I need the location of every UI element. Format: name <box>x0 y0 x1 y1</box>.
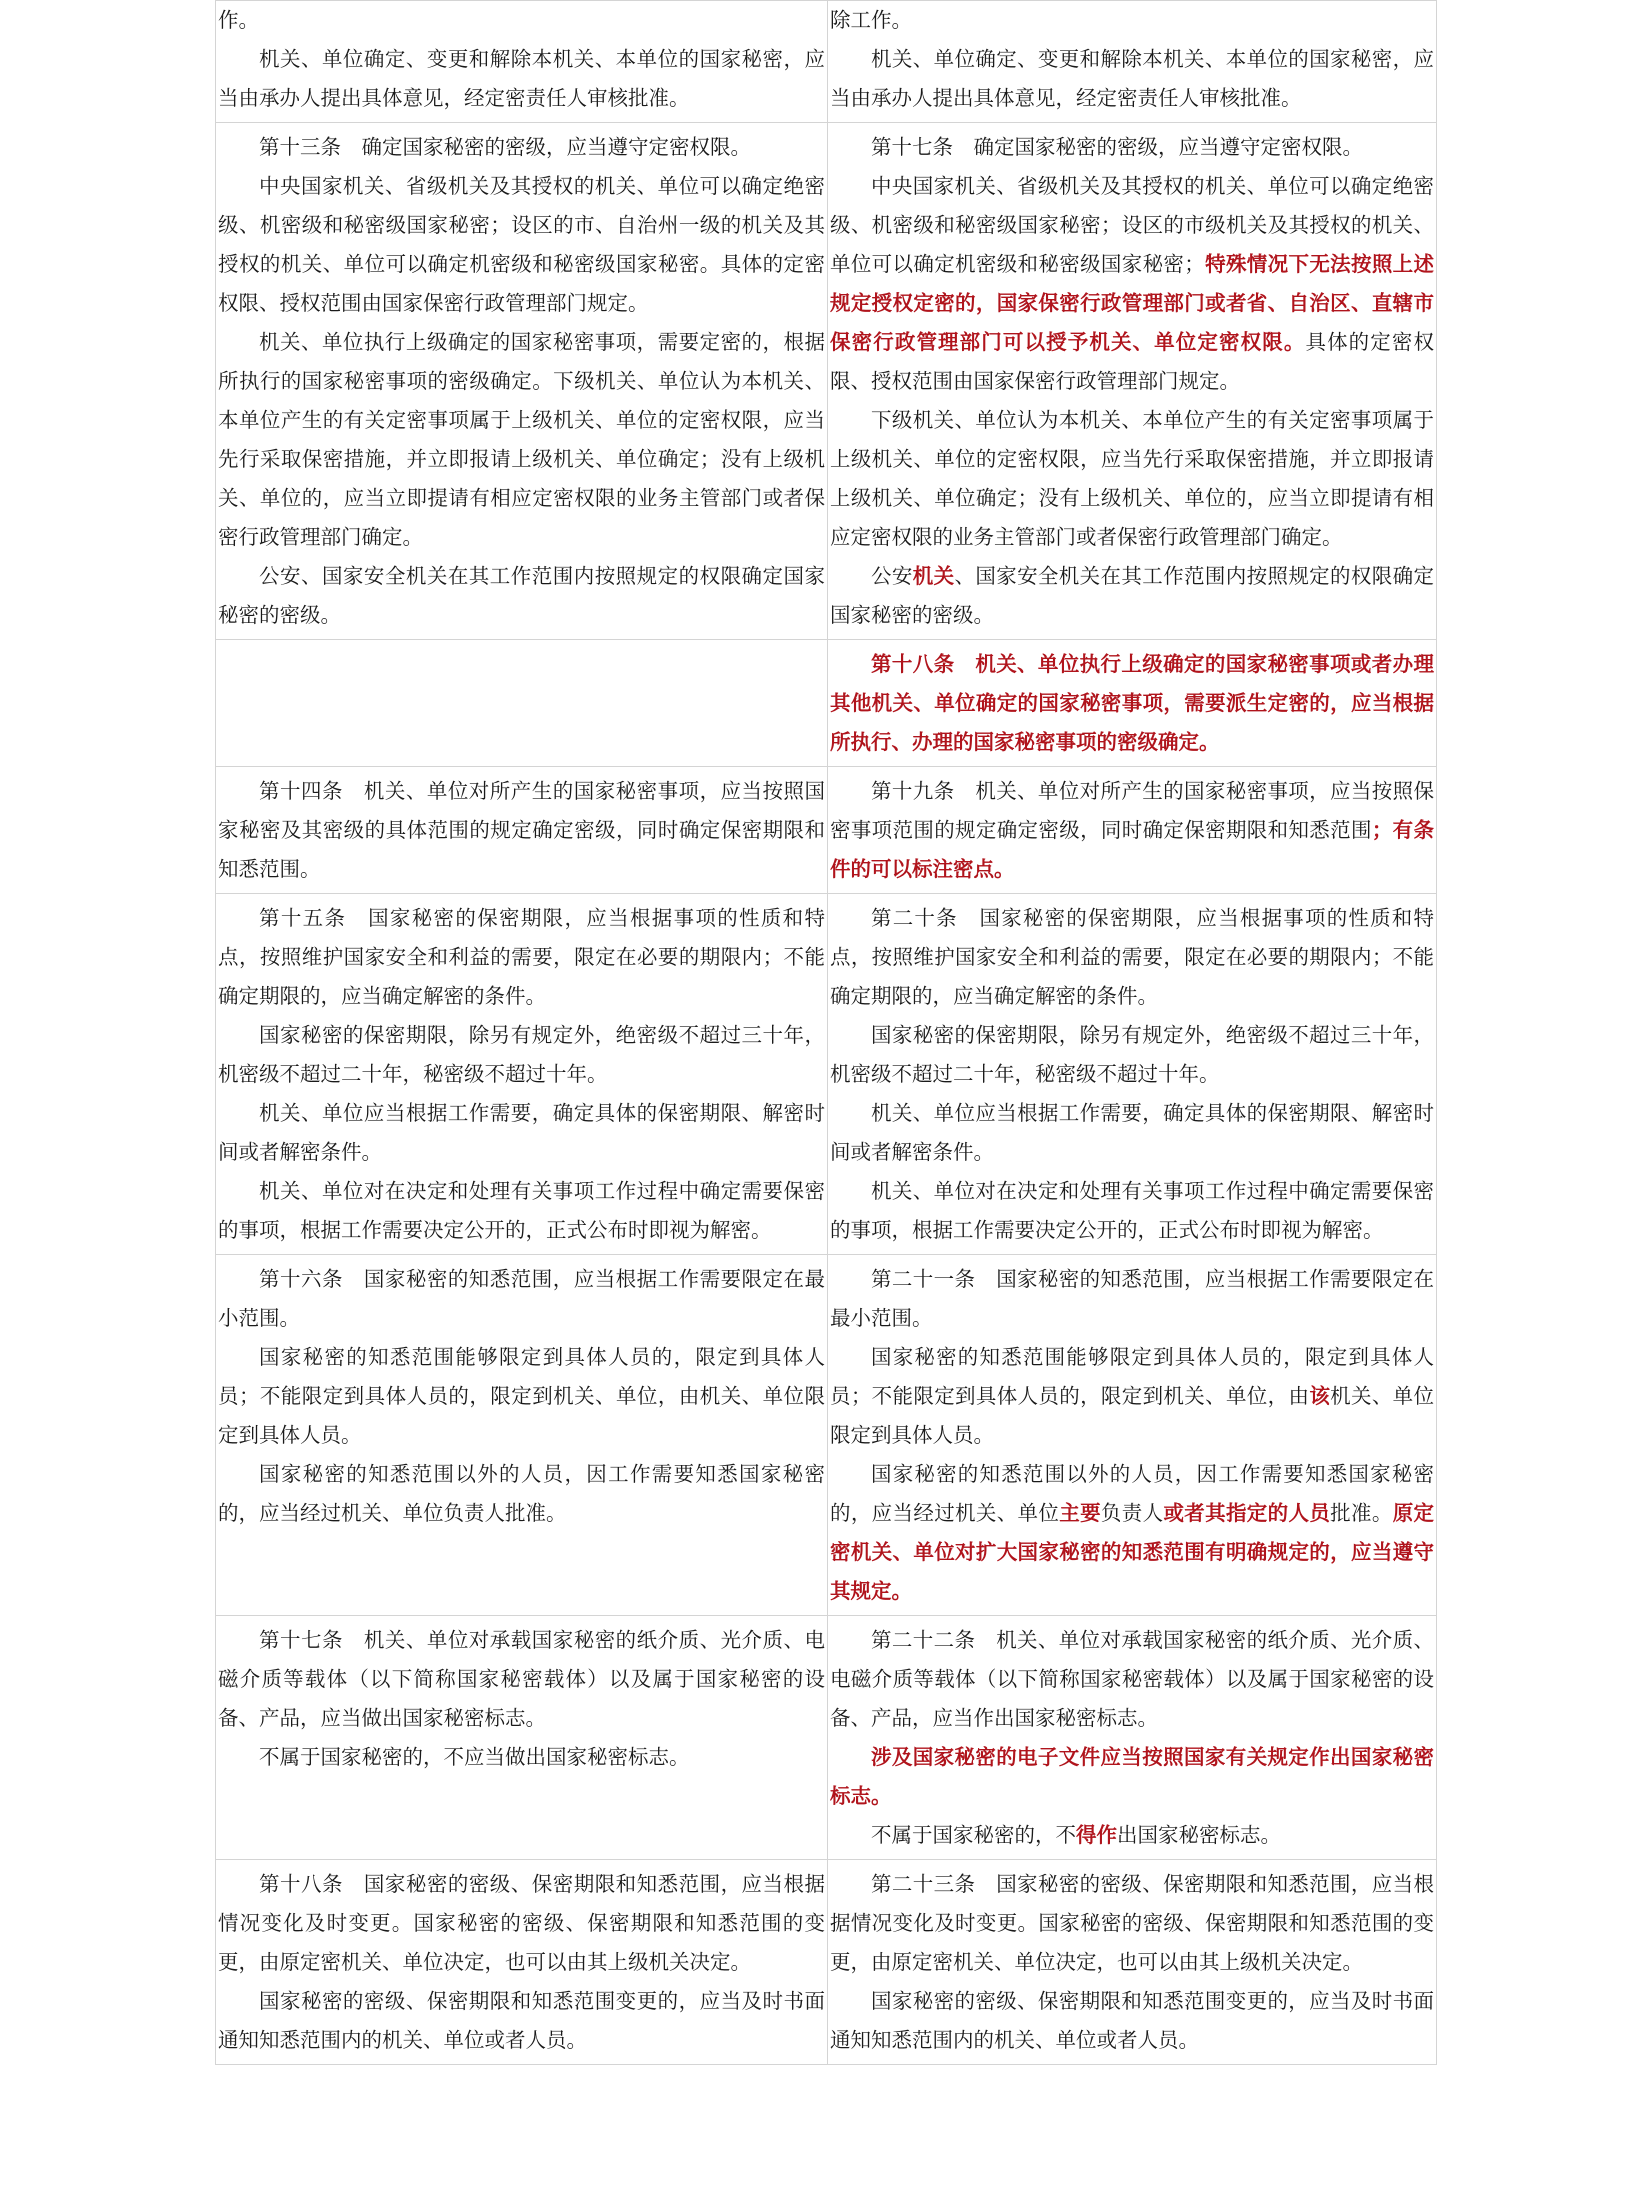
clause-text: 第十九条 机关、单位对所产生的国家秘密事项，应当按照保密事项范围的规定确定密级，同时确定保密期限和知悉范围 <box>830 779 1434 842</box>
clause-text: 第二十二条 机关、单位对承载国家秘密的纸介质、光介质、电磁介质等载体（以下简称国家秘密载体）以及属于国家秘密的设备、产品，应当作出国家秘密标志。 <box>830 1628 1434 1730</box>
clause-paragraph <box>218 1738 825 1777</box>
amended-text: 或者其指定的人员 <box>1163 1501 1331 1525</box>
clause-text: 第十七条 机关、单位对承载国家秘密的纸介质、光介质、电磁介质等载体（以下简称国家秘密载体）以及属于国家秘密的设备、产品，应当做出国家秘密标志。 <box>218 1628 825 1730</box>
clause-text: 机关、单位对在决定和处理有关事项工作过程中确定需要保密的事项，根据工作需要决定公开的，正式公布时即视为解密。 <box>830 1179 1434 1242</box>
clause-text: 机关、单位应当根据工作需要，确定具体的保密期限、解密时间或者解密条件。 <box>830 1101 1434 1164</box>
clause-paragraph <box>830 128 1434 167</box>
clause-paragraph <box>830 1816 1434 1855</box>
old-law-cell <box>216 1860 828 2065</box>
clause-text: 机关、单位执行上级确定的国家秘密事项，需要定密的，根据所执行的国家秘密事项的密级确定。下级机关、单位认为本机关、本单位产生的有关定密事项属于上级机关、单位的定密权限，应当先行采取保密措施，并立即报请上级机关、单位确定；没有上级机关、单位的，应当立即提请有相应定密权限的业务主管部门或者保密行政管理部门确定。 <box>218 330 825 549</box>
clause-text: 不属于国家秘密的，不应当做出国家秘密标志。 <box>259 1745 690 1769</box>
new-law-cell <box>828 767 1437 894</box>
clause-text: 具体的定密权限、授权范围由国家保密行政管理部门规定。 <box>830 330 1435 393</box>
clause-text: 作。 <box>218 8 259 32</box>
clause-text: 第十四条 机关、单位对所产生的国家秘密事项，应当按照国家秘密及其密级的具体范围的规定确定密级，同时确定保密期限和知悉范围。 <box>218 779 825 881</box>
clause-paragraph <box>218 128 825 167</box>
comparison-row <box>216 894 1437 1255</box>
clause-paragraph <box>830 1621 1434 1738</box>
clause-paragraph <box>218 899 825 1016</box>
clause-paragraph <box>218 1621 825 1738</box>
clause-paragraph <box>830 1738 1434 1816</box>
clause-text: 、国家安全机关在其工作范围内按照规定的权限确定国家秘密的密级。 <box>830 564 1435 627</box>
clause-text: 第十八条 国家秘密的密级、保密期限和知悉范围，应当根据情况变化及时变更。国家秘密的密级、保密期限和知悉范围的变更，由原定密机关、单位决定，也可以由其上级机关决定。 <box>218 1872 825 1974</box>
comparison-row <box>216 123 1437 640</box>
clause-paragraph <box>218 1172 825 1250</box>
amended-text: 涉及国家秘密的电子文件应当按照国家有关规定作出国家秘密标志。 <box>830 1745 1434 1808</box>
amended-text: 机关 <box>912 564 955 588</box>
clause-text: 机关、单位应当根据工作需要，确定具体的保密期限、解密时间或者解密条件。 <box>218 1101 825 1164</box>
clause-text: 第十五条 国家秘密的保密期限，应当根据事项的性质和特点，按照维护国家安全和利益的需要，限定在必要的期限内；不能确定期限的，应当确定解密的条件。 <box>218 906 825 1008</box>
clause-text: 机关、单位对在决定和处理有关事项工作过程中确定需要保密的事项，根据工作需要决定公开的，正式公布时即视为解密。 <box>218 1179 825 1242</box>
clause-paragraph <box>218 1016 825 1094</box>
clause-paragraph <box>218 167 825 323</box>
clause-paragraph <box>830 1455 1434 1611</box>
comparison-table-body <box>216 1 1437 2065</box>
comparison-row <box>216 640 1437 767</box>
clause-text: 国家秘密的保密期限，除另有规定外，绝密级不超过三十年，机密级不超过二十年，秘密级不超过十年。 <box>830 1023 1434 1086</box>
clause-paragraph <box>218 1260 825 1338</box>
clause-paragraph <box>830 557 1434 635</box>
amended-text: 特殊情况下无法按照上述规定授权定密的，国家保密行政管理部门或者省、自治区、直辖市保密行政管理部门可以授予机关、单位定密权限。 <box>830 252 1435 354</box>
clause-paragraph <box>218 323 825 557</box>
comparison-row <box>216 1255 1437 1616</box>
clause-paragraph <box>218 1865 825 1982</box>
clause-text: 中央国家机关、省级机关及其授权的机关、单位可以确定绝密级、机密级和秘密级国家秘密；设区的市级机关及其授权的机关、单位可以确定机密级和秘密级国家秘密； <box>830 174 1434 276</box>
old-law-cell <box>216 894 828 1255</box>
clause-text: 国家秘密的知悉范围能够限定到具体人员的，限定到具体人员；不能限定到具体人员的，限定到机关、单位，由 <box>830 1345 1434 1408</box>
clause-text: 国家秘密的知悉范围能够限定到具体人员的，限定到具体人员；不能限定到具体人员的，限定到机关、单位，由机关、单位限定到具体人员。 <box>218 1345 825 1447</box>
clause-paragraph <box>218 1338 825 1455</box>
clause-paragraph <box>830 1338 1434 1455</box>
clause-text: 第二十三条 国家秘密的密级、保密期限和知悉范围，应当根据情况变化及时变更。国家秘密的密级、保密期限和知悉范围的变更，由原定密机关、单位决定，也可以由其上级机关决定。 <box>830 1872 1434 1974</box>
clause-text: 国家秘密的保密期限，除另有规定外，绝密级不超过三十年，机密级不超过二十年，秘密级不超过十年。 <box>218 1023 825 1086</box>
clause-text: 第十六条 国家秘密的知悉范围，应当根据工作需要限定在最小范围。 <box>218 1267 825 1330</box>
old-law-cell <box>216 767 828 894</box>
clause-text: 出国家秘密标志。 <box>1117 1823 1281 1847</box>
old-law-cell <box>216 1616 828 1860</box>
new-law-cell <box>828 1255 1437 1616</box>
clause-text: 第二十一条 国家秘密的知悉范围，应当根据工作需要限定在最小范围。 <box>830 1267 1434 1330</box>
new-law-cell <box>828 894 1437 1255</box>
clause-paragraph <box>218 1455 825 1533</box>
clause-paragraph <box>830 1172 1434 1250</box>
clause-text: 第十七条 确定国家秘密的密级，应当遵守定密权限。 <box>871 135 1363 159</box>
clause-paragraph <box>218 40 825 118</box>
old-law-cell <box>216 1 828 123</box>
new-law-cell <box>828 640 1437 767</box>
comparison-row <box>216 767 1437 894</box>
clause-paragraph <box>830 167 1434 401</box>
comparison-row <box>216 1 1437 123</box>
clause-paragraph <box>830 1260 1434 1338</box>
clause-text: 第二十条 国家秘密的保密期限，应当根据事项的性质和特点，按照维护国家安全和利益的需要，限定在必要的期限内；不能确定期限的，应当确定解密的条件。 <box>830 906 1434 1008</box>
new-law-cell <box>828 123 1437 640</box>
clause-text: 公安 <box>871 564 913 588</box>
new-law-cell <box>828 1616 1437 1860</box>
clause-paragraph <box>830 1094 1434 1172</box>
amended-text: 第十八条 机关、单位执行上级确定的国家秘密事项或者办理其他机关、单位确定的国家秘密事项，需要派生定密的，应当根据所执行、办理的国家秘密事项的密级确定。 <box>830 652 1434 754</box>
old-law-cell <box>216 640 828 767</box>
clause-paragraph <box>830 401 1434 557</box>
new-law-cell <box>828 1860 1437 2065</box>
clause-text: 机关、单位确定、变更和解除本机关、本单位的国家秘密，应当由承办人提出具体意见，经定密责任人审核批准。 <box>830 47 1434 110</box>
amended-text: 该 <box>1309 1384 1331 1408</box>
clause-text: 批准。 <box>1330 1501 1393 1525</box>
old-law-cell <box>216 1255 828 1616</box>
comparison-row <box>216 1616 1437 1860</box>
clause-paragraph <box>830 1982 1434 2060</box>
clause-text: 机关、单位确定、变更和解除本机关、本单位的国家秘密，应当由承办人提出具体意见，经定密责任人审核批准。 <box>218 47 825 110</box>
clause-paragraph <box>218 1982 825 2060</box>
clause-text: 国家秘密的密级、保密期限和知悉范围变更的，应当及时书面通知知悉范围内的机关、单位或者人员。 <box>218 1989 825 2052</box>
clause-paragraph <box>218 772 825 889</box>
new-law-cell <box>828 1 1437 123</box>
clause-paragraph <box>218 1094 825 1172</box>
clause-text: 下级机关、单位认为本机关、本单位产生的有关定密事项属于上级机关、单位的定密权限，应当先行采取保密措施，并立即报请上级机关、单位确定；没有上级机关、单位的，应当立即提请有相应定密权限的业务主管部门或者保密行政管理部门确定。 <box>830 408 1434 549</box>
clause-paragraph <box>830 772 1434 889</box>
clause-paragraph <box>830 645 1434 762</box>
clause-text: 除工作。 <box>830 8 912 32</box>
amended-text: 原定密机关、单位对扩大国家秘密的知悉范围有明确规定的，应当遵守其规定。 <box>830 1501 1435 1603</box>
clause-text: 不属于国家秘密的，不 <box>871 1823 1076 1847</box>
clause-paragraph <box>830 40 1434 118</box>
clause-text: 中央国家机关、省级机关及其授权的机关、单位可以确定绝密级、机密级和秘密级国家秘密；设区的市、自治州一级的机关及其授权的机关、单位可以确定机密级和秘密级国家秘密。具体的定密权限、授权范围由国家保密行政管理部门规定。 <box>218 174 825 315</box>
clause-paragraph <box>830 1865 1434 1982</box>
clause-text: 第十三条 确定国家秘密的密级，应当遵守定密权限。 <box>259 135 751 159</box>
law-comparison-table <box>215 0 1437 2065</box>
amended-text: 得作 <box>1076 1823 1117 1847</box>
amended-text: 主要 <box>1059 1501 1101 1525</box>
comparison-row <box>216 1860 1437 2065</box>
clause-paragraph <box>830 1016 1434 1094</box>
clause-paragraph <box>830 1 1434 40</box>
old-law-cell <box>216 123 828 640</box>
clause-text: 机关、单位限定到具体人员。 <box>830 1384 1435 1447</box>
clause-text: 负责人 <box>1100 1501 1164 1525</box>
comparison-page <box>215 0 1435 2065</box>
amended-text: ；有条件的可以标注密点。 <box>830 818 1435 881</box>
clause-paragraph <box>218 1 825 40</box>
clause-text: 国家秘密的密级、保密期限和知悉范围变更的，应当及时书面通知知悉范围内的机关、单位或者人员。 <box>830 1989 1434 2052</box>
clause-paragraph <box>218 557 825 635</box>
clause-text: 公安、国家安全机关在其工作范围内按照规定的权限确定国家秘密的密级。 <box>218 564 825 627</box>
clause-paragraph <box>830 899 1434 1016</box>
clause-text: 国家秘密的知悉范围以外的人员，因工作需要知悉国家秘密的，应当经过机关、单位 <box>830 1462 1434 1525</box>
clause-text: 国家秘密的知悉范围以外的人员，因工作需要知悉国家秘密的，应当经过机关、单位负责人批准。 <box>218 1462 825 1525</box>
